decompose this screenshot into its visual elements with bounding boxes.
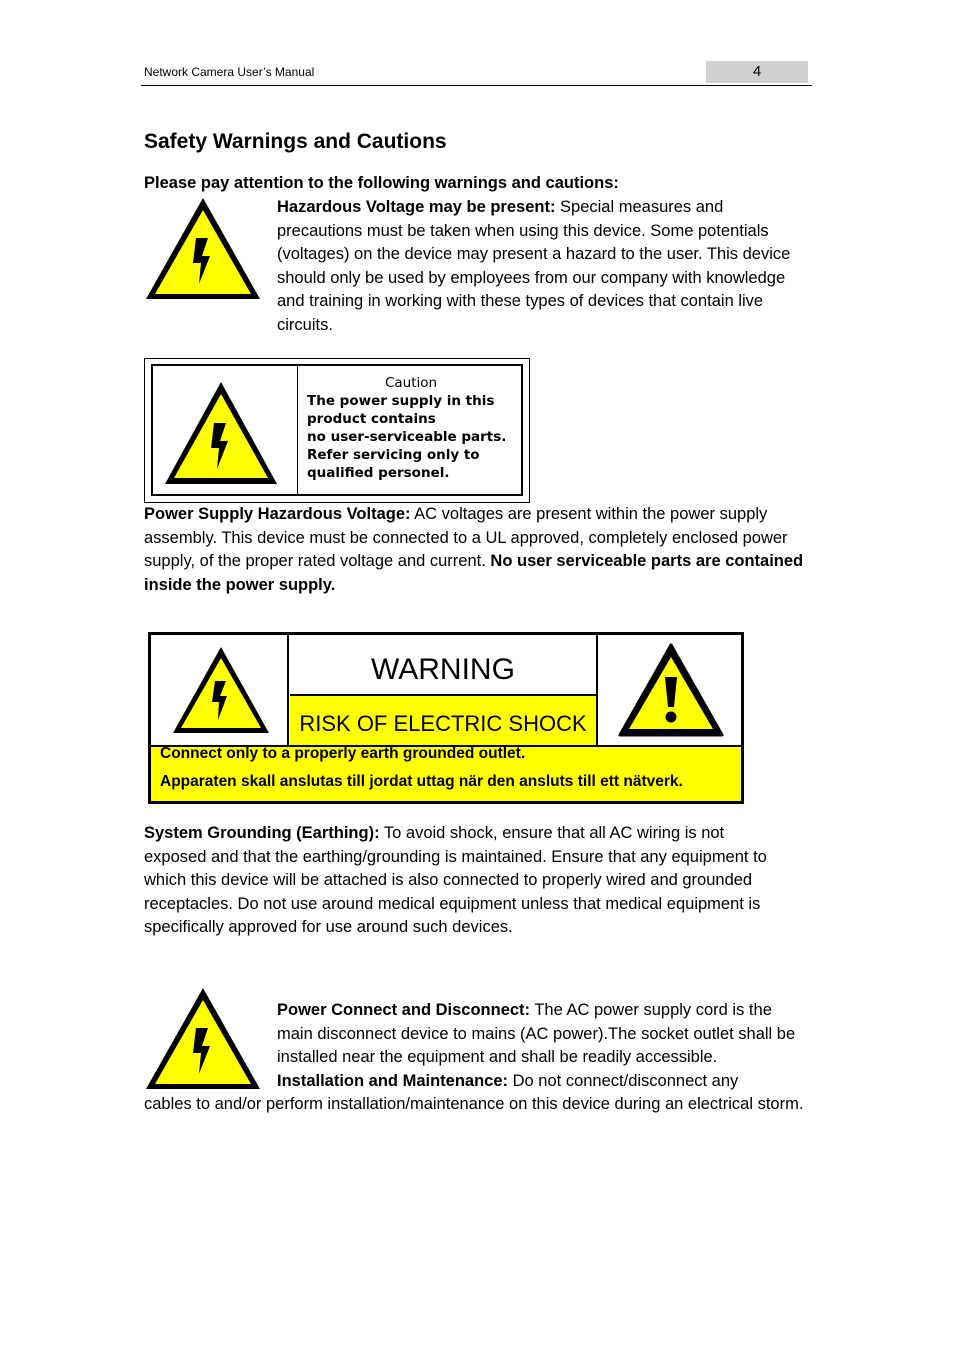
caution-line: no user-serviceable parts. (307, 429, 507, 445)
high-voltage-warning-icon (144, 196, 262, 302)
power-supply-paragraph (144, 503, 812, 597)
warning-right-cell (596, 635, 741, 746)
power-connect-heading: Power Connect and Disconnect: (277, 1001, 531, 1019)
power-supply-text: AC voltages are present within the power supply assembly. This device must be connected to a UL approved, completely enclosed power supply, of the proper rated voltage and current. (144, 505, 788, 570)
warning-bottom-band (151, 745, 741, 801)
high-voltage-warning-icon (163, 380, 279, 486)
caution-label (144, 358, 530, 503)
warning-left-cell (151, 635, 289, 746)
intro-text: Please pay attention to the following warnings and cautions: (144, 174, 619, 192)
power-supply-bold-note: No user serviceable parts are contained inside the power supply. (144, 552, 804, 594)
high-voltage-warning-icon (144, 986, 262, 1092)
high-voltage-warning-icon (171, 645, 271, 735)
caution-line: The power supply in this (307, 393, 495, 409)
hazard-paragraph (277, 196, 812, 337)
caution-divider (297, 366, 298, 494)
caution-line: product contains (307, 411, 436, 427)
grounding-text: To avoid shock, ensure that all AC wiring is not exposed and that the earthing/grounding is maintained. Ensure that any equipment to which this device will be attached is also connected to properly wired and grounded receptacles. Do not use around medical equipment unless that medical equipment is specifically approved for use around such devices. (144, 824, 767, 936)
power-connect-text: The AC power supply cord is the main disconnect device to mains (AC power).The socket outlet shall be installed near the equipment and shall be readily accessible. (277, 1001, 796, 1066)
grounding-paragraph (144, 822, 784, 940)
exclamation-warning-icon (618, 643, 724, 737)
caution-heading: Caution (384, 375, 438, 391)
warning-subtitle: RISK OF ELECTRIC SHOCK (290, 696, 596, 746)
warning-title: WARNING (290, 635, 596, 696)
header-rule (141, 85, 812, 86)
warning-line-swedish: Apparaten skall anslutas till jordat uttag när den ansluts till ett nätverk. (160, 773, 683, 790)
power-supply-heading: Power Supply Hazardous Voltage: (144, 505, 411, 523)
page-number: 4 (706, 61, 808, 83)
warning-label (148, 632, 744, 804)
power-connect-paragraph (277, 999, 812, 1093)
section-title: Safety Warnings and Cautions (144, 130, 447, 153)
installation-text-line1: Do not connect/disconnect any (508, 1071, 739, 1090)
hazard-heading: Hazardous Voltage may be present: (277, 198, 556, 216)
hazard-text: Special measures and precautions must be taken when using this device. Some potentials (voltages) on the device may present a hazard to the user. This device should only be used by employees from our company with knowledge and training in working with these types of devices that contain live circuits. (277, 198, 791, 334)
caution-text (307, 374, 515, 482)
installation-continued: cables to and/or perform installation/maintenance on this device during an electrical storm. (144, 1095, 804, 1113)
caution-line: qualified personel. (307, 465, 450, 481)
caution-line: Refer servicing only to (307, 447, 480, 463)
header-title: Network Camera User’s Manual (144, 65, 315, 79)
installation-heading: Installation and Maintenance: (277, 1071, 509, 1090)
warning-line-english: Connect only to a properly earth grounded outlet. (160, 745, 526, 762)
grounding-heading: System Grounding (Earthing): (144, 824, 380, 842)
